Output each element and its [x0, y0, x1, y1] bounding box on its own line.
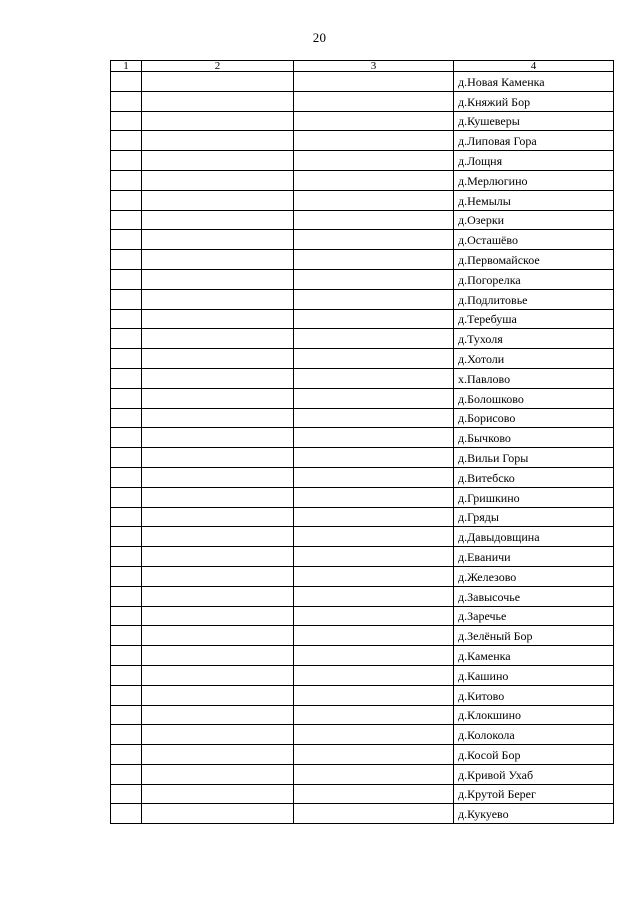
table-cell-col-1 [111, 210, 142, 230]
table-cell-col-1 [111, 428, 142, 448]
table-cell-col-1 [111, 725, 142, 745]
table-cell-col-2 [142, 388, 294, 408]
table-cell-col-4: д.Заречье [454, 606, 614, 626]
table-cell-col-4: х.Павлово [454, 368, 614, 388]
table-cell-col-4: д.Косой Бор [454, 745, 614, 765]
table-row [111, 527, 614, 547]
table-cell-col-4: д.Кукуево [454, 804, 614, 824]
table-cell-col-2 [142, 646, 294, 666]
table-cell-col-1 [111, 151, 142, 171]
table-cell-col-1 [111, 626, 142, 646]
table-cell-col-1 [111, 745, 142, 765]
table-cell-col-4: д.Гришкино [454, 487, 614, 507]
table-row [111, 190, 614, 210]
column-header-4: 4 [454, 61, 614, 72]
table-cell-col-3 [294, 151, 454, 171]
table-cell-col-3 [294, 487, 454, 507]
table-cell-col-1 [111, 190, 142, 210]
table-cell-col-2 [142, 705, 294, 725]
table-cell-col-4: д.Новая Каменка [454, 72, 614, 92]
table-row [111, 289, 614, 309]
table-cell-col-1 [111, 289, 142, 309]
table-cell-col-4: д.Завысочье [454, 586, 614, 606]
table-cell-col-3 [294, 725, 454, 745]
table-row [111, 745, 614, 765]
table-cell-col-3 [294, 230, 454, 250]
table-cell-col-3 [294, 745, 454, 765]
table-cell-col-1 [111, 368, 142, 388]
table-cell-col-3 [294, 428, 454, 448]
table-cell-col-2 [142, 309, 294, 329]
table-cell-col-2 [142, 487, 294, 507]
table-cell-col-2 [142, 72, 294, 92]
table-cell-col-3 [294, 269, 454, 289]
table-cell-col-1 [111, 527, 142, 547]
table-cell-col-4: д.Немылы [454, 190, 614, 210]
table-cell-col-4: д.Озерки [454, 210, 614, 230]
table-cell-col-3 [294, 467, 454, 487]
table-cell-col-4: д.Мерлюгино [454, 170, 614, 190]
table-row [111, 646, 614, 666]
table-cell-col-1 [111, 230, 142, 250]
table-cell-col-1 [111, 804, 142, 824]
table-cell-col-3 [294, 408, 454, 428]
table-row [111, 804, 614, 824]
column-header-2: 2 [142, 61, 294, 72]
table-cell-col-3 [294, 111, 454, 131]
table-cell-col-4: д.Давыдовщина [454, 527, 614, 547]
table-cell-col-2 [142, 428, 294, 448]
table-cell-col-1 [111, 685, 142, 705]
table-row [111, 151, 614, 171]
page-number: 20 [312, 30, 327, 45]
table-cell-col-3 [294, 309, 454, 329]
table-cell-col-1 [111, 646, 142, 666]
table-cell-col-1 [111, 784, 142, 804]
table-cell-col-2 [142, 210, 294, 230]
table-cell-col-4: д.Железово [454, 566, 614, 586]
table-row [111, 91, 614, 111]
table-cell-col-4: д.Болошково [454, 388, 614, 408]
table-cell-col-4: д.Колокола [454, 725, 614, 745]
table-cell-col-3 [294, 804, 454, 824]
table-row [111, 349, 614, 369]
table-row [111, 665, 614, 685]
table-cell-col-3 [294, 626, 454, 646]
table-cell-col-4: д.Еваничи [454, 547, 614, 567]
table-cell-col-1 [111, 408, 142, 428]
table-cell-col-4: д.Кашино [454, 665, 614, 685]
table-cell-col-1 [111, 250, 142, 270]
table-cell-col-3 [294, 507, 454, 527]
table-cell-col-3 [294, 784, 454, 804]
table-row [111, 467, 614, 487]
table-row [111, 566, 614, 586]
table-cell-col-1 [111, 566, 142, 586]
table-cell-col-1 [111, 507, 142, 527]
table-row [111, 230, 614, 250]
table-cell-col-3 [294, 705, 454, 725]
table-cell-col-1 [111, 72, 142, 92]
table-row [111, 448, 614, 468]
table-cell-col-3 [294, 646, 454, 666]
table-row [111, 111, 614, 131]
table-cell-col-2 [142, 606, 294, 626]
table-row [111, 309, 614, 329]
table-cell-col-4: д.Княжий Бор [454, 91, 614, 111]
table-cell-col-4: д.Лощня [454, 151, 614, 171]
table-cell-col-2 [142, 745, 294, 765]
settlements-table [110, 60, 614, 824]
table-cell-col-3 [294, 566, 454, 586]
table-cell-col-3 [294, 190, 454, 210]
table-row [111, 784, 614, 804]
table-cell-col-2 [142, 131, 294, 151]
table-cell-col-3 [294, 665, 454, 685]
table-cell-col-1 [111, 606, 142, 626]
table-cell-col-3 [294, 448, 454, 468]
table-cell-col-3 [294, 329, 454, 349]
table-cell-col-4: д.Кривой Ухаб [454, 764, 614, 784]
table-cell-col-4: д.Осташёво [454, 230, 614, 250]
table-cell-col-3 [294, 72, 454, 92]
column-header-3: 3 [294, 61, 454, 72]
table-cell-col-3 [294, 527, 454, 547]
table-cell-col-4: д.Погорелка [454, 269, 614, 289]
table-cell-col-2 [142, 349, 294, 369]
table-cell-col-2 [142, 151, 294, 171]
table-cell-col-1 [111, 705, 142, 725]
table-cell-col-2 [142, 467, 294, 487]
table-cell-col-3 [294, 91, 454, 111]
table-cell-col-1 [111, 764, 142, 784]
table-cell-col-3 [294, 586, 454, 606]
table-cell-col-3 [294, 170, 454, 190]
table-cell-col-4: д.Гряды [454, 507, 614, 527]
table-cell-col-2 [142, 764, 294, 784]
table-cell-col-2 [142, 527, 294, 547]
table-cell-col-2 [142, 566, 294, 586]
table-row [111, 725, 614, 745]
table-row [111, 210, 614, 230]
table-cell-col-3 [294, 250, 454, 270]
table-cell-col-4: д.Бычково [454, 428, 614, 448]
table-cell-col-3 [294, 764, 454, 784]
table-cell-col-1 [111, 329, 142, 349]
column-header-1: 1 [111, 61, 142, 72]
table-cell-col-2 [142, 626, 294, 646]
table-cell-col-4: д.Тухоля [454, 329, 614, 349]
table-cell-col-1 [111, 665, 142, 685]
table-cell-col-2 [142, 190, 294, 210]
table-row [111, 428, 614, 448]
table-cell-col-2 [142, 329, 294, 349]
table-cell-col-1 [111, 170, 142, 190]
table-cell-col-1 [111, 388, 142, 408]
table-cell-col-4: д.Теребуша [454, 309, 614, 329]
table-cell-col-2 [142, 408, 294, 428]
table-cell-col-2 [142, 368, 294, 388]
table-cell-col-3 [294, 131, 454, 151]
table-cell-col-4: д.Каменка [454, 646, 614, 666]
table-cell-col-3 [294, 210, 454, 230]
table-cell-col-2 [142, 269, 294, 289]
table-row [111, 269, 614, 289]
table-cell-col-1 [111, 131, 142, 151]
table-cell-col-4: д.Липовая Гора [454, 131, 614, 151]
table-cell-col-3 [294, 349, 454, 369]
table-row [111, 626, 614, 646]
table-cell-col-3 [294, 289, 454, 309]
table-row [111, 329, 614, 349]
table-row [111, 408, 614, 428]
table-cell-col-3 [294, 388, 454, 408]
table-cell-col-3 [294, 606, 454, 626]
table-cell-col-3 [294, 685, 454, 705]
table-cell-col-1 [111, 111, 142, 131]
table-cell-col-2 [142, 685, 294, 705]
table-cell-col-2 [142, 448, 294, 468]
table-cell-col-1 [111, 487, 142, 507]
table-cell-col-2 [142, 665, 294, 685]
table-cell-col-4: д.Хотоли [454, 349, 614, 369]
table-row [111, 606, 614, 626]
table-cell-col-4: д.Витебско [454, 467, 614, 487]
table-cell-col-2 [142, 170, 294, 190]
table-row [111, 685, 614, 705]
table-cell-col-2 [142, 289, 294, 309]
table-cell-col-2 [142, 507, 294, 527]
table-cell-col-4: д.Кушеверы [454, 111, 614, 131]
table-cell-col-1 [111, 269, 142, 289]
table-cell-col-1 [111, 448, 142, 468]
table-cell-col-4: д.Борисово [454, 408, 614, 428]
table-cell-col-4: д.Зелёный Бор [454, 626, 614, 646]
table-cell-col-4: д.Крутой Берег [454, 784, 614, 804]
table-cell-col-1 [111, 586, 142, 606]
table-row [111, 547, 614, 567]
table-cell-col-1 [111, 547, 142, 567]
table-cell-col-4: д.Клокшино [454, 705, 614, 725]
table-row [111, 586, 614, 606]
table-cell-col-1 [111, 91, 142, 111]
table-cell-col-2 [142, 230, 294, 250]
table-cell-col-2 [142, 250, 294, 270]
table-row [111, 388, 614, 408]
table-cell-col-1 [111, 467, 142, 487]
table-cell-col-2 [142, 111, 294, 131]
table-cell-col-3 [294, 547, 454, 567]
table-header-row [111, 61, 614, 72]
table-row [111, 507, 614, 527]
table-cell-col-2 [142, 725, 294, 745]
table-cell-col-1 [111, 349, 142, 369]
table-row [111, 705, 614, 725]
table-cell-col-4: д.Первомайское [454, 250, 614, 270]
table-cell-col-4: д.Вильи Горы [454, 448, 614, 468]
table-row [111, 764, 614, 784]
table-cell-col-2 [142, 586, 294, 606]
table-row [111, 131, 614, 151]
table-cell-col-2 [142, 784, 294, 804]
table-cell-col-1 [111, 309, 142, 329]
table-body [111, 72, 614, 824]
table-cell-col-4: д.Подлитовье [454, 289, 614, 309]
table-cell-col-4: д.Китово [454, 685, 614, 705]
table-row [111, 487, 614, 507]
table-cell-col-2 [142, 91, 294, 111]
table-row [111, 170, 614, 190]
table-row [111, 72, 614, 92]
table-cell-col-3 [294, 368, 454, 388]
table-row [111, 368, 614, 388]
table-cell-col-2 [142, 804, 294, 824]
table-cell-col-2 [142, 547, 294, 567]
table-row [111, 250, 614, 270]
